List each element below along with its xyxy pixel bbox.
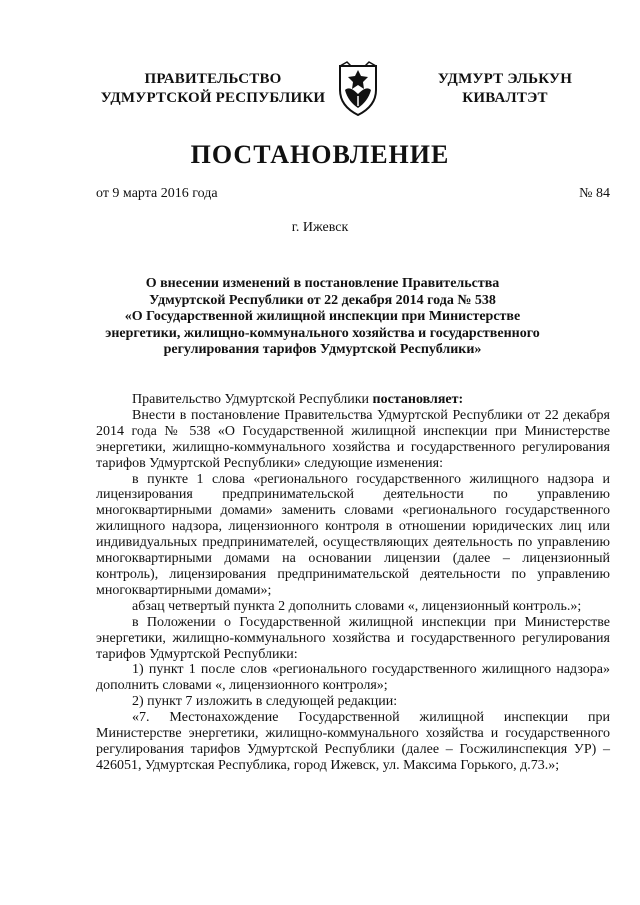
document-number: № 84: [579, 186, 610, 201]
udmurtia-coat-of-arms-icon: [335, 60, 381, 116]
document-title: ПОСТАНОВЛЕНИЕ: [190, 140, 450, 169]
document-subject: [95, 276, 550, 359]
header-left-line1: ПРАВИТЕЛЬСТВО: [144, 71, 282, 87]
header-right-line2: КИВАЛТЭТ: [462, 90, 548, 106]
document-date: от 9 марта 2016 года: [96, 186, 218, 201]
subject-line1: О внесении изменений в постановление Правительства: [145, 276, 500, 291]
document-body: [96, 392, 610, 774]
subject-line3: «О Государственной жилищной инспекции при Министерстве: [124, 309, 521, 324]
paragraph-regulation-point-2: 2) пункт 7 изложить в следующей редакции:: [132, 694, 398, 710]
subject-line4: энергетики, жилищно-коммунального хозяйства и государственного: [105, 325, 540, 341]
subject-line5: регулирования тарифов Удмуртской Республики»: [163, 342, 482, 357]
header-right-line1: УДМУРТ ЭЛЬКУН: [437, 71, 573, 87]
header-government-ru: [88, 70, 338, 108]
paragraph-resolves-text: Правительство Удмуртской Республики: [132, 392, 373, 407]
paragraph-regulation-point-7-text: «7. Местонахождение Государственной жилищной инспекции при Министерстве энергетики, жилищно-коммунального хозяйства и государственного регулирования тарифов Удмуртской Республики (далее – Госжилинспекция УР) – 426051, Удмуртская Республика, город Ижевск, ул. Максима Горького, д.73.»;: [96, 710, 610, 773]
paragraph-item-1-change: в пункте 1 слова «регионального государственного жилищного надзора и лицензирования предпринимательской деятельности по управлению многоквартирными домами» заменить словами «регионального государственного жилищного надзора, лицензионного контроля в отношении юридических лиц или индивидуальных предпринимателей, осуществляющих деятельность по управлению многоквартирными домами на основании лицензии (далее – лицензионный контроль), лицензирования предпринимательской деятельности по управлению многоквартирными домами»;: [96, 471, 610, 598]
document-city: г. Ижевск: [291, 220, 349, 235]
header-left-line2: УДМУРТСКОЙ РЕСПУБЛИКИ: [100, 90, 326, 106]
paragraph-item-2-change: абзац четвертый пункта 2 дополнить словами «, лицензионный контроль.»;: [132, 598, 582, 614]
subject-line2: Удмуртской Республики от 22 декабря 2014 года № 538: [149, 292, 496, 308]
header-government-udm: [420, 70, 590, 108]
paragraph-amend-intro: Внести в постановление Правительства Удмуртской Республики от 22 декабря 2014 года № 538 «О Государственной жилищной инспекции при Министерстве энергетики, жилищно-коммунального хозяйства и государственного регулирования тарифов Удмуртской Республики» следующие изменения:: [96, 407, 610, 471]
paragraph-resolves-bold: постановляет:: [372, 392, 464, 407]
paragraph-regulation-intro: в Положении о Государственной жилищной инспекции при Министерстве энергетики, жилищно-коммунального хозяйства и государственного регулирования тарифов Удмуртской Республики:: [96, 614, 610, 662]
paragraph-resolves: [96, 392, 610, 408]
emblem-graphic: [335, 60, 381, 116]
paragraph-regulation-point-1: 1) пункт 1 после слов «регионального государственного жилищного надзора» дополнить словами «, лицензионного контроля»;: [96, 662, 610, 694]
